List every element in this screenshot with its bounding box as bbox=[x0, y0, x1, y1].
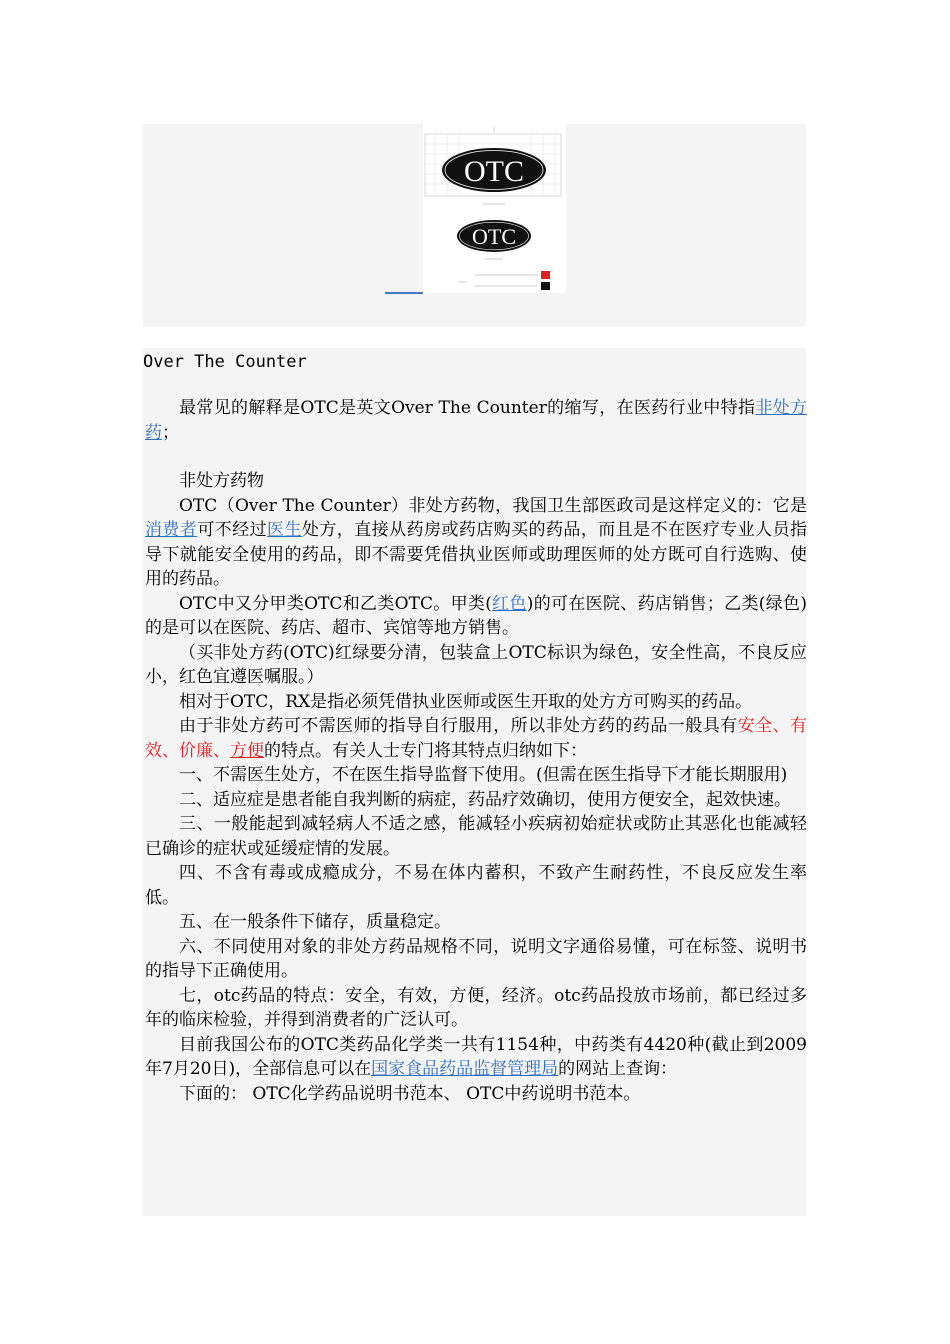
image-link-underline[interactable] bbox=[385, 292, 423, 294]
link-red[interactable]: 红色 bbox=[491, 593, 527, 614]
paragraph-samples: 下面的： OTC化学药品说明书范本、 OTC中药说明书范本。 bbox=[179, 1083, 641, 1104]
p7-text-1: 由于非处方药可不需医师的指导自行服用，所以非处方药的药品一般具有 bbox=[179, 716, 738, 736]
otc-logo-drawing bbox=[423, 124, 566, 293]
feature-item-5: 五、在一般条件下储存，质量稳定。 bbox=[179, 912, 451, 932]
paragraph-color-note: （买非处方药(OTC)红绿要分清，包装盒上OTC标识为绿色，安全性高，不良反应小，红色宜遵医嘱服。） bbox=[145, 642, 807, 687]
link-doctor[interactable]: 医生 bbox=[267, 520, 302, 540]
p15-text-2: 的网站上查询： bbox=[558, 1059, 678, 1079]
p7-text-2: 的特点。有关人士专门将其特点归纳如下： bbox=[264, 740, 587, 761]
figure-panel bbox=[143, 124, 806, 327]
paragraph-features-intro bbox=[145, 714, 807, 763]
article-body bbox=[145, 396, 807, 1106]
feature-item-4: 四、不含有毒或成瘾成分，不易在体内蓄积，不致产生耐药性，不良反应发生率低。 bbox=[145, 863, 807, 908]
feature-item-6: 六、不同使用对象的非处方药品规格不同，说明文字通俗易懂，可在标签、说明书的指导下正确使用。 bbox=[145, 936, 807, 981]
p4-text-2: )的可在医院、药店销售；乙类(绿色)的是可以在医院、药店、超市、宾馆等地方销售。 bbox=[145, 593, 807, 638]
feature-item-7: 七，otc药品的特点：安全，有效，方便，经济。otc药品投放市场前，都已经过多年的临床检验，并得到消费者的广泛认可。 bbox=[145, 985, 807, 1030]
p15-text-1: 目前我国公布的OTC类药品化学类一共有1154种，中药类有4420种(截止到2009年7月20日)，全部信息可以在 bbox=[145, 1034, 807, 1079]
logo-text-large: OTC bbox=[464, 155, 524, 188]
p1-end: ； bbox=[162, 422, 179, 443]
link-nonprescription-drug[interactable]: 非处方药 bbox=[145, 398, 808, 443]
paragraph-statistics bbox=[145, 1033, 807, 1082]
red-swatch bbox=[541, 271, 550, 279]
paragraph-subheading: 非处方药物 bbox=[179, 471, 264, 491]
paragraph-otc-classes bbox=[145, 592, 807, 641]
logo-text-small: OTC bbox=[472, 224, 516, 249]
p4-text-1: OTC中又分甲类OTC和乙类OTC。甲类( bbox=[179, 593, 492, 614]
link-sfda[interactable]: 国家食品药品监督管理局 bbox=[371, 1059, 559, 1079]
p1-text: 最常见的解释是OTC是英文Over The Counter的缩写，在医药行业中特指 bbox=[179, 398, 756, 418]
paragraph-definition bbox=[145, 396, 807, 445]
p3-text-3: 处方，直接从药房或药店购买的药品，而且是不在医疗专业人员指导下就能安全使用的药品，即不需要凭借执业医师或助理医师的处方既可自行选购、使用的药品。 bbox=[145, 520, 808, 589]
paragraph-rx: 相对于OTC，RX是指必须凭借执业医师或医生开取的处方方可购买的药品。 bbox=[179, 691, 753, 712]
p7-red-text: 安全、有效、价廉、 bbox=[145, 716, 808, 761]
paragraph-otc-definition bbox=[145, 494, 807, 592]
p3-text-2: 可不经过 bbox=[197, 520, 268, 540]
feature-item-1: 一、不需医生处方，不在医生指导监督下使用。(但需在医生指导下才能长期服用) bbox=[179, 765, 788, 785]
link-consumer[interactable]: 消费者 bbox=[145, 520, 198, 540]
p3-text-1: OTC（Over The Counter）非处方药物，我国卫生部医政司是这样定义的：它是 bbox=[179, 495, 807, 516]
feature-item-2: 二、适应症是患者能自我判断的病症，药品疗效确切，使用方便安全，起效快速。 bbox=[179, 789, 791, 810]
feature-item-3: 三、一般能起到减轻病人不适之感，能减轻小疾病初始症状或防止其恶化也能减轻已确诊的症状或延缓症情的发展。 bbox=[145, 814, 807, 859]
link-convenient[interactable]: 方便 bbox=[230, 740, 264, 761]
otc-logo-image[interactable] bbox=[423, 124, 566, 293]
black-swatch bbox=[541, 282, 550, 290]
heading-over-the-counter: Over The Counter bbox=[143, 352, 307, 372]
